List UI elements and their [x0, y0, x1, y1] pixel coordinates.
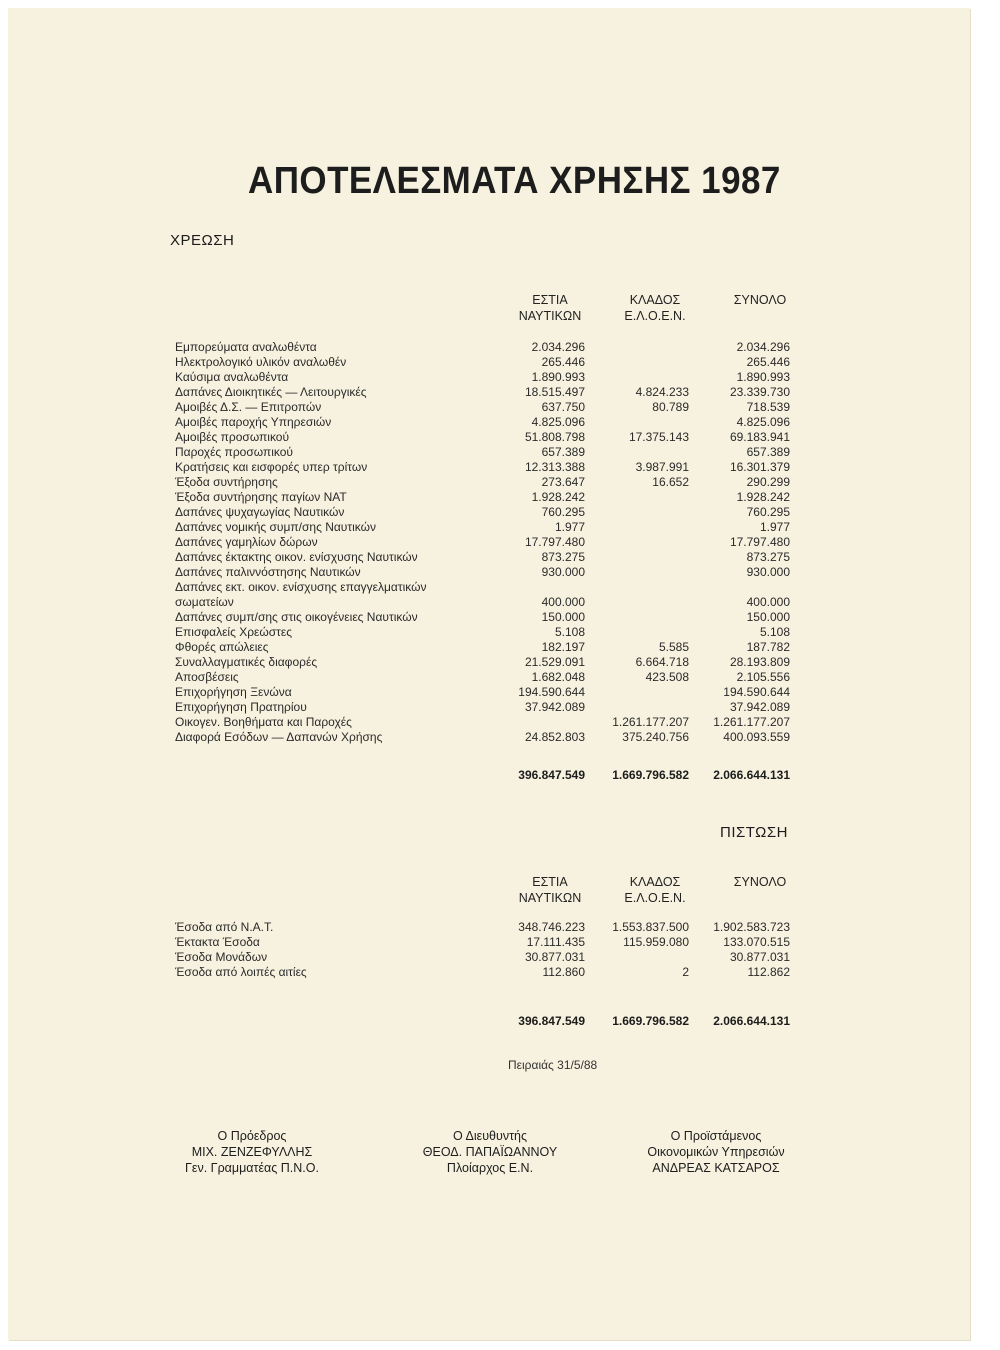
table-row: [175, 520, 815, 535]
debit-total-kladox: 1.669.796.582: [612, 768, 689, 782]
signature-name: ΘΕΟΔ. ΠΑΠΑΪΩΑΝΝΟΥ: [422, 1145, 558, 1159]
row-label: Αμοιβές παροχής Υπηρεσιών: [175, 415, 332, 429]
table-row: [175, 505, 815, 520]
row-label: Επιχορήγηση Πρατηρίου: [175, 700, 307, 714]
row-total-value: 16.301.379: [729, 460, 790, 474]
row-estia-value: 760.295: [541, 505, 585, 519]
credit-col-total: ΣΥΝΟΛΟ: [733, 875, 787, 889]
row-total-value: 1.902.583.723: [713, 920, 790, 934]
row-total-value: 400.000: [746, 595, 790, 609]
row-label: Δαπάνες Διοικητικές — Λειτουργικές: [175, 385, 367, 399]
table-row: [175, 550, 815, 565]
row-label: Φθορές απώλειες: [175, 640, 269, 654]
table-row: [175, 355, 815, 370]
row-total-value: 1.261.177.207: [713, 715, 790, 729]
row-estia-value: 17.111.435: [526, 935, 585, 949]
row-estia-value: 17.797.480: [524, 535, 585, 549]
row-total-value: 400.093.559: [723, 730, 790, 744]
row-label: Αποσβέσεις: [175, 670, 239, 684]
table-row: [175, 950, 815, 965]
row-label: Καύσιμα αναλωθέντα: [175, 370, 289, 384]
table-row: [175, 475, 815, 490]
row-estia-value: 182.197: [541, 640, 585, 654]
row-estia-value: 12.313.388: [524, 460, 585, 474]
credit-total-sum: 2.066.644.131: [713, 1014, 790, 1028]
row-kladox-value: 1.553.837.500: [612, 920, 689, 934]
credit-col-estia: ΕΣΤΙΑ ΝΑΥΤΙΚΩΝ: [518, 875, 582, 905]
page-title: ΑΠΟΤΕΛΕΣΜΑΤΑ ΧΡΗΣΗΣ 1987: [248, 160, 781, 202]
table-row: [175, 700, 815, 715]
signature-name: ΜΙΧ. ΖΕΝΖΕΦΥΛΛΗΣ: [191, 1145, 313, 1159]
place-date: Πειραιάς 31/5/88: [508, 1058, 598, 1072]
row-kladox-value: 17.375.143: [628, 430, 689, 444]
debit-section-title: ΧΡΕΩΣΗ: [170, 232, 235, 249]
credit-totals-row: [175, 1014, 815, 1030]
row-kladox-value: 1.261.177.207: [612, 715, 689, 729]
row-label: Διαφορά Εσόδων — Δαπανών Χρήσης: [175, 730, 383, 744]
row-estia-value: 2.034.296: [531, 340, 585, 354]
row-total-value: 133.070.515: [723, 935, 790, 949]
row-label: Επισφαλείς Χρεώστες: [175, 625, 293, 639]
table-row: [175, 340, 815, 355]
row-total-value: 112.862: [747, 965, 790, 979]
signature-president: [152, 1128, 352, 1176]
row-estia-value: 4.825.096: [531, 415, 585, 429]
row-total-value: 290.299: [746, 475, 790, 489]
signature-role: Ο Διευθυντής: [453, 1129, 527, 1143]
debit-totals-row: [175, 768, 815, 784]
row-estia-value: 112.860: [542, 965, 585, 979]
row-estia-value: 194.590.644: [518, 685, 585, 699]
row-kladox-value: 16.652: [652, 475, 689, 489]
table-row: [175, 935, 815, 950]
table-row: [175, 430, 815, 445]
row-total-value: 873.275: [746, 550, 790, 564]
row-total-value: 2.034.296: [736, 340, 790, 354]
row-kladox-value: 3.987.991: [635, 460, 689, 474]
table-row: [175, 670, 815, 685]
row-total-value: 150.000: [746, 610, 790, 624]
row-label: Έσοδα Μονάδων: [175, 950, 268, 964]
signature-title: Πλοίαρχος Ε.Ν.: [446, 1161, 534, 1175]
row-estia-value: 930.000: [541, 565, 585, 579]
row-estia-value: 51.808.798: [524, 430, 585, 444]
row-total-value: 657.389: [746, 445, 790, 459]
row-label: Έκτακτα Έσοδα: [175, 935, 260, 949]
row-total-value: 1.928.242: [736, 490, 790, 504]
row-estia-value: 348.746.223: [518, 920, 585, 934]
row-total-value: 17.797.480: [729, 535, 790, 549]
debit-col-estia: ΕΣΤΙΑ ΝΑΥΤΙΚΩΝ: [518, 293, 582, 323]
table-row: [175, 730, 815, 745]
row-estia-value: 657.389: [541, 445, 585, 459]
row-estia-value: 873.275: [541, 550, 585, 564]
row-label: Έξοδα συντήρησης παγίων ΝΑΤ: [175, 490, 347, 504]
row-kladox-value: 423.508: [645, 670, 689, 684]
row-kladox-value: 2: [682, 965, 689, 979]
row-estia-value: 1.928.242: [531, 490, 585, 504]
row-label: Δαπάνες έκτακτης οικον. ενίσχυσης Ναυτικών: [175, 550, 418, 564]
signature-role: Ο Πρόεδρος: [217, 1129, 287, 1143]
row-estia-value: 5.108: [554, 625, 585, 639]
row-estia-value: 1.977: [554, 520, 585, 534]
row-total-value: 930.000: [746, 565, 790, 579]
row-kladox-value: 4.824.233: [635, 385, 689, 399]
row-total-value: 4.825.096: [736, 415, 790, 429]
row-label: Έξοδα συντήρησης: [175, 475, 278, 489]
row-estia-value: 1.890.993: [531, 370, 585, 384]
signature-role: Ο Προϊστάμενος: [670, 1129, 762, 1143]
row-kladox-value: 80.789: [652, 400, 689, 414]
row-estia-value: 37.942.089: [524, 700, 585, 714]
debit-table: [175, 340, 815, 745]
table-row: [175, 385, 815, 400]
row-estia-value: 273.647: [541, 475, 585, 489]
debit-col-kladox: ΚΛΑΔΟΣ Ε.Λ.Ο.Ε.Ν.: [624, 293, 686, 323]
row-total-value: 265.446: [746, 355, 790, 369]
table-row: [175, 610, 815, 625]
credit-total-kladox: 1.669.796.582: [612, 1014, 689, 1028]
row-total-value: 187.782: [746, 640, 790, 654]
signature-name: Οικονομικών Υπηρεσιών: [647, 1145, 785, 1159]
row-estia-value: 1.682.048: [531, 670, 585, 684]
row-total-value: 1.890.993: [736, 370, 790, 384]
table-row: [175, 370, 815, 385]
row-total-value: 37.942.089: [729, 700, 790, 714]
table-row: [175, 685, 815, 700]
row-total-value: 2.105.556: [736, 670, 790, 684]
row-total-value: 760.295: [746, 505, 790, 519]
row-total-value: 30.877.031: [729, 950, 790, 964]
table-row: [175, 965, 815, 980]
row-label: Εμπορεύματα αναλωθέντα: [175, 340, 317, 354]
row-estia-value: 30.877.031: [524, 950, 585, 964]
row-total-value: 194.590.644: [723, 685, 790, 699]
credit-table: [175, 920, 815, 980]
table-row: [175, 535, 815, 550]
row-kladox-value: 5.585: [658, 640, 689, 654]
row-label: Δαπάνες παλιννόστησης Ναυτικών: [175, 565, 361, 579]
credit-col-kladox: ΚΛΑΔΟΣ Ε.Λ.Ο.Ε.Ν.: [624, 875, 686, 905]
row-estia-value: 637.750: [541, 400, 585, 414]
table-row: [175, 490, 815, 505]
row-label: Αμοιβές προσωπικού: [175, 430, 290, 444]
row-kladox-value: 115.959.080: [623, 935, 689, 949]
signature-title: Γεν. Γραμματέας Π.Ν.Ο.: [185, 1161, 319, 1175]
table-row: [175, 920, 815, 935]
row-kladox-value: 6.664.718: [635, 655, 689, 669]
row-label: Παροχές προσωπικού: [175, 445, 293, 459]
row-estia-value: 18.515.497: [524, 385, 585, 399]
row-total-value: 69.183.941: [729, 430, 790, 444]
row-label: Έσοδα από λοιπές αιτίες: [175, 965, 307, 979]
credit-total-estia: 396.847.549: [518, 1014, 585, 1028]
row-label: Δαπάνες γαμηλίων δώρων: [175, 535, 318, 549]
row-estia-value: 150.000: [541, 610, 585, 624]
table-row: [175, 715, 815, 730]
table-row: [175, 565, 815, 580]
row-label: Συναλλαγματικές διαφορές: [175, 655, 318, 669]
table-row: [175, 460, 815, 475]
debit-total-sum: 2.066.644.131: [713, 768, 790, 782]
row-label: Δαπάνες εκτ. οικον. ενίσχυσης επαγγελματικών: [175, 580, 427, 594]
row-label: Δαπάνες νομικής συμπ/σης Ναυτικών: [175, 520, 376, 534]
debit-total-estia: 396.847.549: [518, 768, 585, 782]
row-kladox-value: 375.240.756: [622, 730, 689, 744]
row-label: Κρατήσεις και εισφορές υπερ τρίτων: [175, 460, 368, 474]
credit-section-title: ΠΙΣΤΩΣΗ: [720, 824, 788, 841]
row-label: σωματείων: [175, 595, 234, 609]
signature-head-finance: [616, 1128, 816, 1176]
table-row: [175, 640, 815, 655]
row-total-value: 718.539: [746, 400, 790, 414]
table-row: [175, 625, 815, 640]
table-row: [175, 445, 815, 460]
row-total-value: 1.977: [759, 520, 790, 534]
table-row: [175, 580, 815, 595]
row-label: Επιχορήγηση Ξενώνα: [175, 685, 292, 699]
table-row: [175, 400, 815, 415]
table-row: [175, 415, 815, 430]
row-estia-value: 400.000: [541, 595, 585, 609]
row-estia-value: 24.852.803: [524, 730, 585, 744]
row-total-value: 28.193.809: [729, 655, 790, 669]
row-label: Ηλεκτρολογικό υλικόν αναλωθέν: [175, 355, 347, 369]
row-label: Οικογεν. Βοηθήματα και Παροχές: [175, 715, 352, 729]
row-label: Δαπάνες συμπ/σης στις οικογένειες Ναυτικών: [175, 610, 418, 624]
row-label: Αμοιβές Δ.Σ. — Επιτροπών: [175, 400, 322, 414]
table-row: [175, 595, 815, 610]
row-label: Έσοδα από Ν.Α.Τ.: [175, 920, 274, 934]
row-estia-value: 21.529.091: [524, 655, 585, 669]
signature-director: [390, 1128, 590, 1176]
signature-title: ΑΝΔΡΕΑΣ ΚΑΤΣΑΡΟΣ: [652, 1161, 780, 1175]
table-row: [175, 655, 815, 670]
row-label: Δαπάνες ψυχαγωγίας Ναυτικών: [175, 505, 345, 519]
row-estia-value: 265.446: [541, 355, 585, 369]
row-total-value: 23.339.730: [729, 385, 790, 399]
debit-col-total: ΣΥΝΟΛΟ: [733, 293, 787, 307]
row-total-value: 5.108: [759, 625, 790, 639]
